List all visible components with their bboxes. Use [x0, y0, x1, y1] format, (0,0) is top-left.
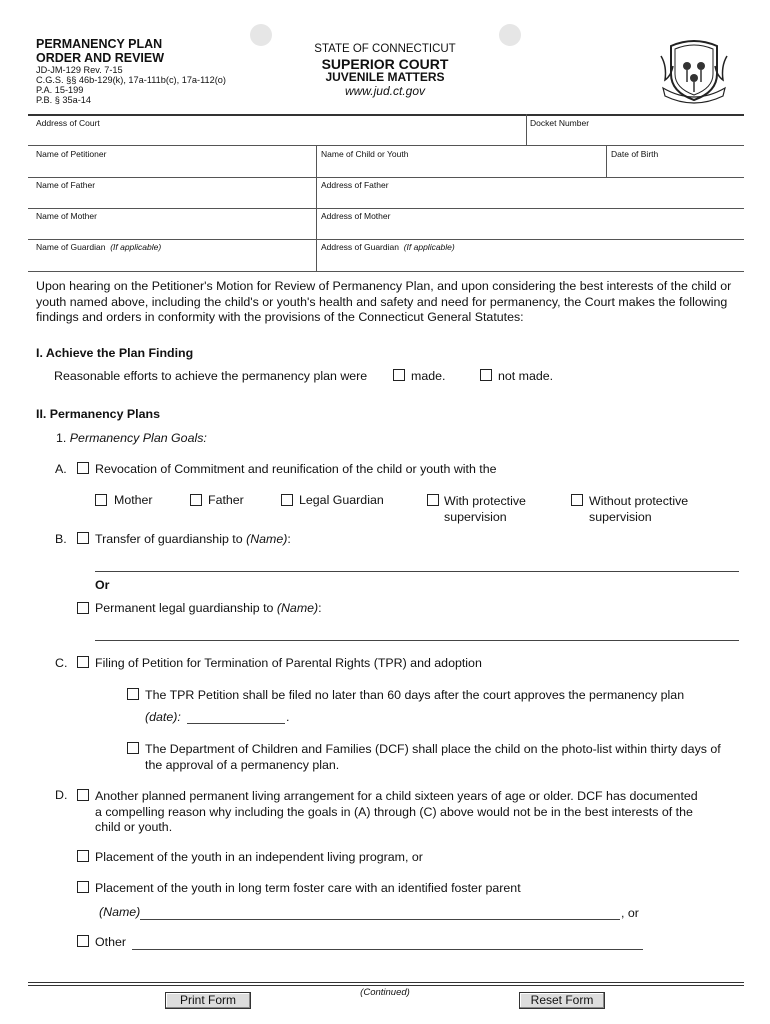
guardian-address-label: Address of Guardian: [321, 242, 399, 252]
other-label: Other: [95, 935, 126, 949]
transfer-guardianship-name-field[interactable]: [95, 571, 739, 572]
table-row-divider: [28, 145, 744, 146]
goal-c-text: Filing of Petition for Termination of Parental Rights (TPR) and adoption: [95, 656, 482, 670]
connecticut-seal-icon: [657, 36, 731, 104]
plan-goals-label: [56, 431, 207, 447]
plan-goals-text: Permanency Plan Goals:: [69, 431, 207, 445]
reset-form-button[interactable]: Reset Form: [519, 992, 605, 1009]
foster-parent-name-label: (Name): [99, 905, 141, 919]
with-protective-label-2: supervision: [444, 510, 507, 524]
made-checkbox[interactable]: [393, 369, 405, 381]
table-col-divider: [606, 145, 607, 177]
table-bottom-border: [28, 271, 744, 272]
made-label: made.: [411, 369, 446, 383]
goal-d-letter: D.: [55, 788, 68, 802]
table-col-divider: [526, 114, 527, 145]
section-2-heading: II. Permanency Plans: [36, 407, 160, 421]
mother-checkbox[interactable]: [95, 494, 107, 506]
footer-rule: [28, 985, 744, 986]
punch-hole-left: [250, 24, 272, 46]
punch-hole-right: [499, 24, 521, 46]
date-label: (date):: [145, 710, 181, 724]
division-name: JUVENILE MATTERS: [325, 70, 445, 84]
independent-living-text: Placement of the youth in an independent living program, or: [95, 850, 423, 864]
goal-a-text: Revocation of Commitment and reunification of the child or youth with the: [95, 462, 497, 476]
tpr-petition-text: The TPR Petition shall be filed no later than 60 days after the court approves the permanency plan: [145, 688, 685, 702]
form-title-line-2: ORDER AND REVIEW: [36, 51, 165, 65]
permanent-guardianship-name-field[interactable]: [95, 640, 739, 641]
goal-d-text-2: a compelling reason why including the goals in (A) through (C) above would not be in the best interests of the: [95, 805, 693, 819]
other-field[interactable]: [132, 949, 643, 950]
not-made-label: not made.: [498, 369, 554, 383]
guardian-name-field[interactable]: [36, 242, 161, 252]
name-paren: (Name): [276, 601, 319, 615]
address-of-court-field[interactable]: Address of Court: [36, 118, 100, 128]
statute-3: P.B. § 35a-14: [36, 95, 91, 105]
guardian-name-label: Name of Guardian: [36, 242, 106, 252]
name-paren: (Name): [246, 532, 288, 546]
table-row-divider: [28, 177, 744, 178]
not-made-checkbox[interactable]: [480, 369, 492, 381]
mother-address-field[interactable]: Address of Mother: [321, 211, 391, 221]
table-top-border: [28, 114, 744, 116]
goal-a-checkbox[interactable]: [77, 462, 89, 474]
foster-care-text: Placement of the youth in long term foster care with an identified foster parent: [95, 881, 521, 895]
if-applicable-note: (If applicable): [403, 242, 455, 252]
tpr-petition-checkbox[interactable]: [127, 688, 139, 700]
form-title-line-1: PERMANENCY PLAN: [36, 37, 163, 51]
foster-care-checkbox[interactable]: [77, 881, 89, 893]
independent-living-checkbox[interactable]: [77, 850, 89, 862]
continued-note: (Continued): [360, 987, 410, 998]
mother-label: Mother: [114, 493, 153, 507]
transfer-guardianship-text: [95, 532, 291, 548]
docket-number-field[interactable]: Docket Number: [530, 118, 590, 128]
footer-rule: [28, 982, 744, 983]
colon: :: [318, 601, 322, 615]
table-row-divider: [28, 239, 744, 240]
father-address-field[interactable]: Address of Father: [321, 180, 389, 190]
child-name-field[interactable]: Name of Child or Youth: [321, 149, 409, 159]
state-name: STATE OF CONNECTICUT: [314, 43, 456, 55]
if-applicable-note: (If applicable): [110, 242, 162, 252]
permanent-guardianship-label: Permanent legal guardianship to: [95, 601, 274, 615]
without-protective-label-2: supervision: [589, 510, 652, 524]
table-col-divider: [316, 145, 317, 271]
photo-list-text-2: the approval of a permanency plan.: [145, 758, 340, 772]
father-checkbox[interactable]: [190, 494, 202, 506]
photo-list-checkbox[interactable]: [127, 742, 139, 754]
without-protective-label-1: Without protective: [589, 494, 689, 508]
court-name: SUPERIOR COURT: [321, 56, 449, 72]
date-period: .: [286, 710, 290, 724]
goal-c-checkbox[interactable]: [77, 656, 89, 668]
statute-2: P.A. 15-199: [36, 85, 84, 95]
comma-or-text: , or: [621, 906, 639, 920]
intro-paragraph: Upon hearing on the Petitioner's Motion for Review of Permanency Plan, and upon considering the best interests of the child or youth named above, including the child's or youth's health and safety and need for permanency, the Court makes the following findings and orders in conformity with the provisions of the Connecticut General Statutes:: [36, 279, 732, 325]
with-protective-checkbox[interactable]: [427, 494, 439, 506]
guardian-address-field[interactable]: [321, 242, 455, 252]
goal-d-checkbox[interactable]: [77, 789, 89, 801]
or-label: Or: [95, 578, 110, 592]
website: www.jud.ct.gov: [344, 84, 426, 98]
legal-guardian-label: Legal Guardian: [299, 493, 384, 507]
date-of-birth-field[interactable]: Date of Birth: [611, 149, 659, 159]
father-label: Father: [208, 493, 244, 507]
petitioner-name-field[interactable]: Name of Petitioner: [36, 149, 107, 159]
goal-a-letter: A.: [55, 462, 67, 476]
goal-b-checkbox[interactable]: [77, 532, 89, 544]
photo-list-text-1: The Department of Children and Families (DCF) shall place the child on the photo-list within thirty days of: [145, 742, 721, 756]
transfer-guardianship-label: Transfer of guardianship to: [95, 532, 243, 546]
father-name-field[interactable]: Name of Father: [36, 180, 96, 190]
with-protective-label-1: With protective: [444, 494, 526, 508]
goal-d-text-1: Another planned permanent living arrangement for a child sixteen years of age or older. DCF has documented: [95, 789, 698, 803]
plan-goals-number: 1.: [56, 431, 67, 445]
foster-parent-name-field[interactable]: [140, 919, 620, 920]
statute-1: C.G.S. §§ 46b-129(k), 17a-111b(c), 17a-112(o): [36, 75, 226, 85]
reasonable-efforts-text: Reasonable efforts to achieve the permanency plan were: [54, 369, 368, 383]
colon: :: [287, 532, 291, 546]
legal-guardian-checkbox[interactable]: [281, 494, 293, 506]
section-1-heading: I. Achieve the Plan Finding: [36, 346, 194, 360]
mother-name-field[interactable]: Name of Mother: [36, 211, 97, 221]
tpr-date-field[interactable]: [187, 723, 285, 724]
permanent-guardianship-checkbox[interactable]: [77, 602, 89, 614]
form-number: JD-JM-129 Rev. 7-15: [36, 65, 123, 75]
table-row-divider: [28, 208, 744, 209]
other-checkbox[interactable]: [77, 935, 89, 947]
print-form-button[interactable]: Print Form: [165, 992, 251, 1009]
goal-c-letter: C.: [55, 656, 68, 670]
without-protective-checkbox[interactable]: [571, 494, 583, 506]
goal-d-text-3: child or youth.: [95, 820, 173, 834]
goal-b-letter: B.: [55, 532, 67, 546]
permanent-guardianship-text: [95, 601, 322, 617]
